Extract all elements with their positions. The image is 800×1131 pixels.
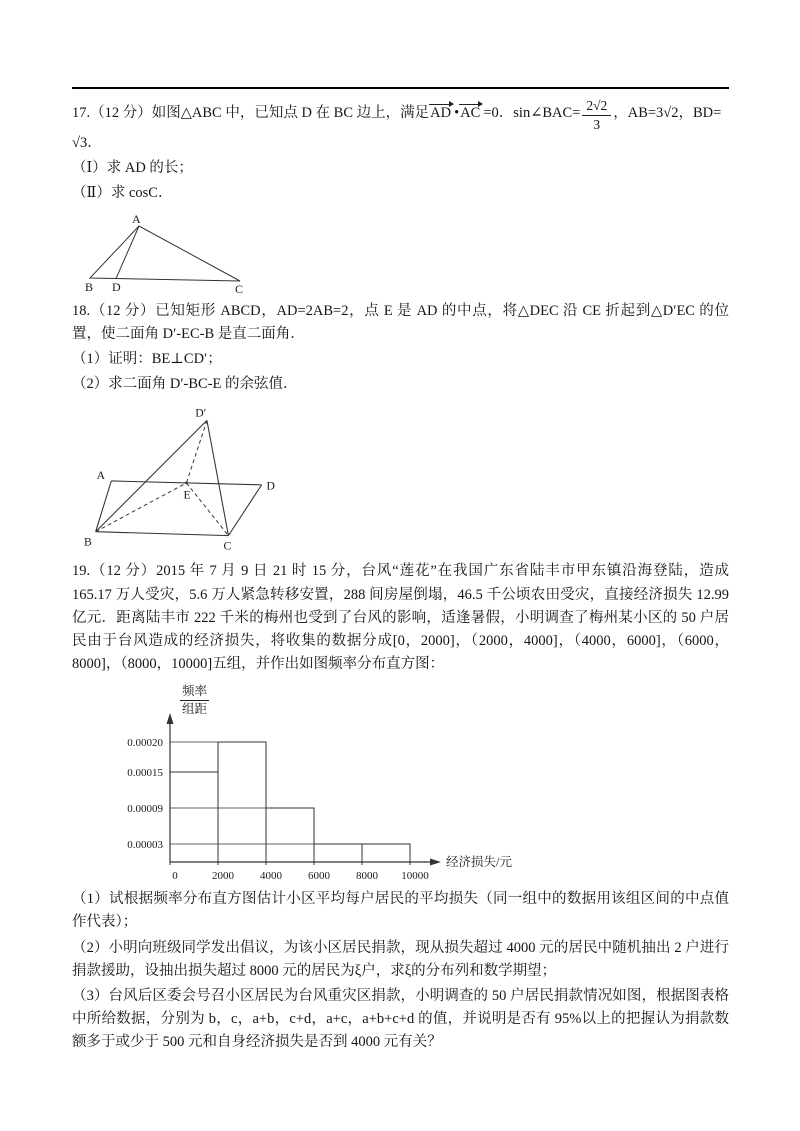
- p17-statement-line1: [72, 98, 729, 132]
- label-E: E: [183, 488, 191, 502]
- edge-d-c: [228, 485, 261, 536]
- x-tick-label: 8000: [356, 870, 378, 883]
- problem-19: [72, 560, 729, 1054]
- triangle-outline: [90, 226, 240, 281]
- p18-part-1: （1）证明：BE⊥CD′；: [72, 350, 222, 367]
- p17-text-3: ，AB=3√2，BD=: [613, 105, 722, 122]
- label-D-prime: D′: [195, 406, 207, 420]
- histogram-bar: [170, 772, 218, 862]
- p17-part-2: （Ⅱ）求 cosC．: [72, 185, 173, 202]
- label-A: A: [132, 213, 141, 226]
- label-B: B: [83, 535, 92, 549]
- label-D: D: [112, 279, 121, 294]
- edge-b-e-dashed: [96, 483, 187, 532]
- histogram-bar: [266, 808, 314, 862]
- x-tick-label: 2000: [212, 870, 234, 883]
- fraction-numerator: 2√2: [582, 98, 611, 116]
- y-axis-title-numerator: 频率: [180, 684, 209, 700]
- y-axis-title-denominator: 组距: [182, 701, 208, 716]
- point-E: [185, 482, 188, 485]
- cevian-AD: [116, 226, 139, 279]
- label-C: C: [223, 539, 232, 553]
- p19-question-2: （2）小明向班级同学发出倡议，为该小区居民捐款，现从损失超过 4000 元的居民中随机抽出 2 户进行捐款援助，设抽出损失超过 8000 元的居民为ξ户，求ξ的分布列和数学期望；: [72, 939, 729, 979]
- y-axis-title: [180, 684, 209, 716]
- dot-operator: •: [454, 105, 460, 122]
- triangle-figure: [82, 214, 252, 294]
- x-tick-label: 0: [172, 870, 178, 883]
- edge-dprime-e-dashed: [186, 421, 207, 483]
- y-tick-label: 0.00020: [127, 737, 163, 750]
- edge-dprime-c: [207, 421, 228, 536]
- label-D: D: [266, 480, 275, 494]
- fraction-sin-bac: [582, 98, 611, 132]
- x-tick-label: 4000: [260, 870, 282, 883]
- label-A: A: [96, 469, 106, 483]
- p17-part-1: （Ⅰ）求 AD 的长；: [72, 160, 193, 177]
- histogram-figure: [90, 684, 530, 886]
- p17-statement-line2: √3．: [72, 135, 102, 151]
- exam-page: [72, 98, 729, 1057]
- edge-dprime-b: [96, 421, 207, 532]
- label-C: C: [235, 281, 244, 294]
- p18-statement: 18.（12 分）已知矩形 ABCD，AD=2AB=2，点 E 是 AD 的中点，将△DEC 沿 CE 折起到△D′EC 的位置，使二面角 D′-EC-B 是直二面角．: [72, 302, 729, 342]
- p18-part-2: （2）求二面角 D′-BC-E 的余弦值．: [72, 376, 298, 393]
- x-axis-arrow: [430, 859, 441, 866]
- p19-statement: 19.（12 分）2015 年 7 月 9 日 21 时 15 分，台风“莲花”在我国广东省陆丰市甲东镇沿海登陆，造成 165.17 万人受灾，5.6 万人紧急转移安置，288 间房屋倒塌，46.5 千公顷农田受灾，直接经济损失 12.99 亿元．距离陆丰市 222 千米的梅州也受到了台风的影响，适逢暑假，小明调查了梅州某小区的 50 户居民由于台风造成的经济损失，将收集的数据分成[0，2000]，（2000，4000]，（4000，6000]，（6000，8000]，（8000，10000]五组，并作出如图频率分布直方图：: [72, 563, 729, 673]
- x-tick-label: 10000: [401, 870, 429, 883]
- histogram-bar: [362, 844, 410, 862]
- problem-18: [72, 300, 729, 555]
- fraction-denominator: 3: [593, 116, 601, 132]
- x-tick-label: 6000: [308, 870, 330, 883]
- p17-text-1: 17.（12 分）如图△ABC 中，已知点 D 在 BC 边上，满足: [72, 105, 430, 122]
- problem-17: [72, 98, 729, 294]
- label-B: B: [85, 279, 94, 294]
- p17-text-2: =0．sin∠BAC=: [483, 105, 581, 122]
- y-tick-label: 0.00015: [127, 767, 163, 780]
- vector-AC: AC: [459, 102, 483, 121]
- folded-solid-figure: [82, 404, 287, 554]
- y-tick-label: 0.00009: [127, 803, 163, 816]
- y-axis-arrow: [167, 713, 174, 724]
- edge-e-c-dashed: [183, 483, 228, 536]
- top-divider: [72, 87, 729, 89]
- p19-question-3: （3）台风后区委会号召小区居民为台风重灾区捐款，小明调查的 50 户居民捐款情况如图，根据图表格中所给数据，分别为 b，c，a+b，c+d，a+c，a+b+c+d 的值，并说明是否有 95%以上的把握认为捐款数额多于或少于 500 元和自身经济损失是否到 4000 元有关？: [72, 988, 729, 1051]
- edge-b-c: [96, 532, 229, 536]
- histogram-bar: [314, 844, 362, 862]
- x-axis-title: 经济损失/元: [446, 855, 512, 870]
- frequency-histogram: [90, 684, 530, 886]
- p19-question-1: （1）试根据频率分布直方图估计小区平均每户居民的平均损失（同一组中的数据用该组区间的中点值作代表）；: [72, 891, 729, 931]
- vector-AD: AD: [429, 102, 454, 121]
- y-tick-label: 0.00003: [127, 839, 163, 852]
